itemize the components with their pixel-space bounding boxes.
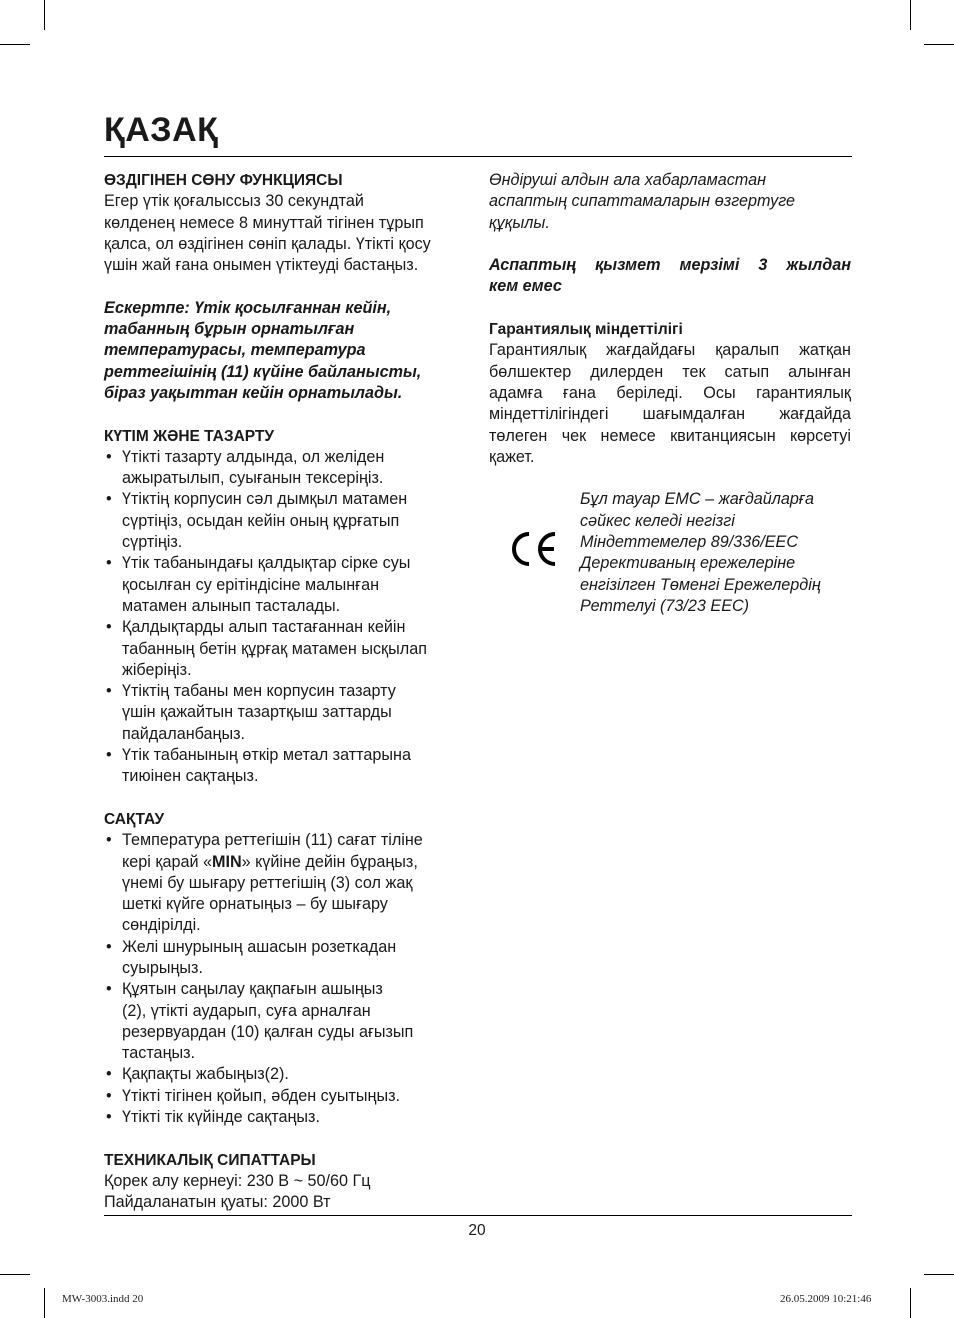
note-line: Ескертпе: Үтік қосылғаннан кейін,: [104, 298, 392, 317]
list-item: • Қалдықтарды алып тастағаннан кейін табанның бетін құрғақ матамен ысқылап жіберіңіз.: [104, 617, 460, 681]
maker-note-line: Өндіруші алдын ала хабарламастан: [489, 171, 767, 189]
slug-file-info: MW-3003.indd 20: [62, 1293, 144, 1305]
service-life-line: Аспаптың қызмет мерзімі 3 жылдан: [489, 256, 851, 275]
spacer: [104, 1128, 460, 1149]
warranty-line: төлеген чек немесе квитанциясын көрсетуі: [489, 426, 851, 445]
crop-mark-bottom-left-v: [44, 1288, 45, 1318]
auto-off-line: қалса, ол өздігінен сөніп қалады. Үтікті қосу: [104, 234, 431, 253]
ce-mark-icon: [509, 529, 561, 569]
warranty-line: бөлшектер дилерден тек сатып алынған: [489, 362, 851, 381]
warranty-line: қажет.: [489, 447, 535, 466]
list-item: • Үтікті тазарту алдында, ол желіден ажыратылып, суығанын тексеріңіз.: [104, 447, 460, 490]
slug-timestamp: 26.05.2009 10:21:46: [780, 1293, 872, 1305]
crop-mark-top-left-h: [0, 44, 30, 45]
ce-line: Бұл тауар EMC – жағдайларға: [580, 490, 815, 509]
list-item: • Үтік табанындағы қалдықтар сірке суы қосылған су ерітіндісіне малынған матамен алынып тасталады.: [104, 553, 460, 617]
ce-line: Реттелуі (73/23 EEC): [580, 596, 750, 615]
warranty-heading: Гарантиялық міндеттілігі: [489, 321, 683, 339]
spacer: [104, 788, 460, 809]
care-heading: КҮТІМ ЖӘНЕ ТАЗАРТУ: [104, 427, 275, 445]
note-line: табанның бұрын орнатылған: [104, 320, 355, 339]
left-column: [104, 170, 460, 1214]
ce-compliance-block: [489, 489, 851, 619]
tech-line: Пайдаланатын қуаты: 2000 Вт: [104, 1193, 331, 1212]
header-rule: [104, 156, 852, 157]
min-label: MIN: [212, 852, 242, 871]
maker-note-line: құқылы.: [489, 213, 550, 232]
ce-text: [580, 489, 852, 617]
list-item: • Температура реттегішін (11) сағат тіліне кері қарай «MIN» күйіне дейін бұраңыз, үнемі бу шығару реттегішің (3) сол жақ шеткі күйге орнатыңыз – бу шығару сөндірілді.: [104, 830, 460, 936]
note-line: реттегішінің (11) күйіне байланысты,: [104, 362, 422, 381]
crop-mark-top-right-v: [910, 0, 911, 30]
crop-mark-bottom-right-h: [924, 1274, 954, 1275]
list-item: • Үтікті тік күйінде сақтаңыз.: [104, 1107, 460, 1128]
list-item: • Желі шнурының ашасын розеткадан суырыңыз.: [104, 937, 460, 980]
crop-mark-top-left-v: [44, 0, 45, 30]
care-list: [104, 447, 460, 788]
crop-mark-bottom-right-v: [910, 1288, 911, 1318]
ce-line: сәйкес келеді негізгі: [580, 511, 735, 530]
storage-heading: САҚТАУ: [104, 810, 165, 828]
list-item: • Үтіктің корпусин сәл дымқыл матамен сүртіңіз, осыдан кейін оның құрғатып сүртіңіз.: [104, 489, 460, 553]
auto-off-line: үшін жай ғана онымен үтіктеуді бастаңыз.: [104, 256, 419, 275]
list-item: • Үтікті тігінен қойып, әбден суытыңыз.: [104, 1086, 460, 1107]
spacer: [104, 404, 460, 425]
spacer: [489, 234, 851, 255]
crop-mark-bottom-left-h: [0, 1274, 30, 1275]
spacer: [489, 298, 851, 319]
spacer: [489, 468, 851, 489]
list-item: • Үтік табанының өткір метал заттарына тиюінен сақтаңыз.: [104, 745, 460, 788]
warranty-line: Гарантиялық жағдайдағы қаралып жатқан: [489, 341, 851, 360]
auto-off-line: Егер үтік қоғалыссыз 30 секундтай: [104, 192, 364, 211]
auto-off-line: көлденең немесе 8 минуттай тігінен тұрып: [104, 213, 424, 232]
auto-off-heading: ӨЗДІГІНЕН СӨНУ ФУНКЦИЯСЫ: [104, 172, 343, 189]
note-line: температурасы, температура: [104, 341, 366, 360]
list-item: • Қақпақты жабыңыз(2).: [104, 1064, 460, 1085]
warranty-line: міндеттілігіндегі шағымдалған жағдайда: [489, 405, 851, 424]
service-life-line: кем емес: [489, 277, 562, 296]
list-item: • Құятын саңылау қақпағын ашыңыз (2), үтікті аударып, суға арналған резервуардан (10) қалған суды ағызып тастаңыз.: [104, 979, 460, 1064]
footer-rule: [104, 1215, 852, 1216]
note-line: біраз уақыттан кейін орнатылады.: [104, 383, 403, 402]
tech-line: Қорек алу кернеуі: 230 В ~ 50/60 Гц: [104, 1171, 371, 1190]
page-title: ҚАЗАҚ: [104, 111, 219, 149]
crop-mark-top-right-h: [924, 44, 954, 45]
page-number: 20: [468, 1222, 486, 1239]
list-item: • Үтіктің табаны мен корпусин тазарту үшін қажайтын тазартқыш заттарды пайдаланбаңыз.: [104, 681, 460, 745]
tech-heading: ТЕХНИКАЛЫҚ СИПАТТАРЫ: [104, 1151, 316, 1169]
ce-line: Дерективаның ережелеріне: [580, 554, 796, 573]
maker-note-line: аспаптың сипаттамаларын өзгертуге: [489, 192, 796, 211]
ce-line: енгізілген Төменгі Ережелердің: [580, 575, 821, 594]
spacer: [104, 276, 460, 297]
ce-line: Міндеттемелер 89/336/EEC: [580, 533, 799, 552]
storage-list: [104, 830, 460, 1128]
warranty-line: адамға ғана беріледі. Осы гарантиялық: [489, 383, 851, 402]
right-column: [489, 170, 851, 619]
